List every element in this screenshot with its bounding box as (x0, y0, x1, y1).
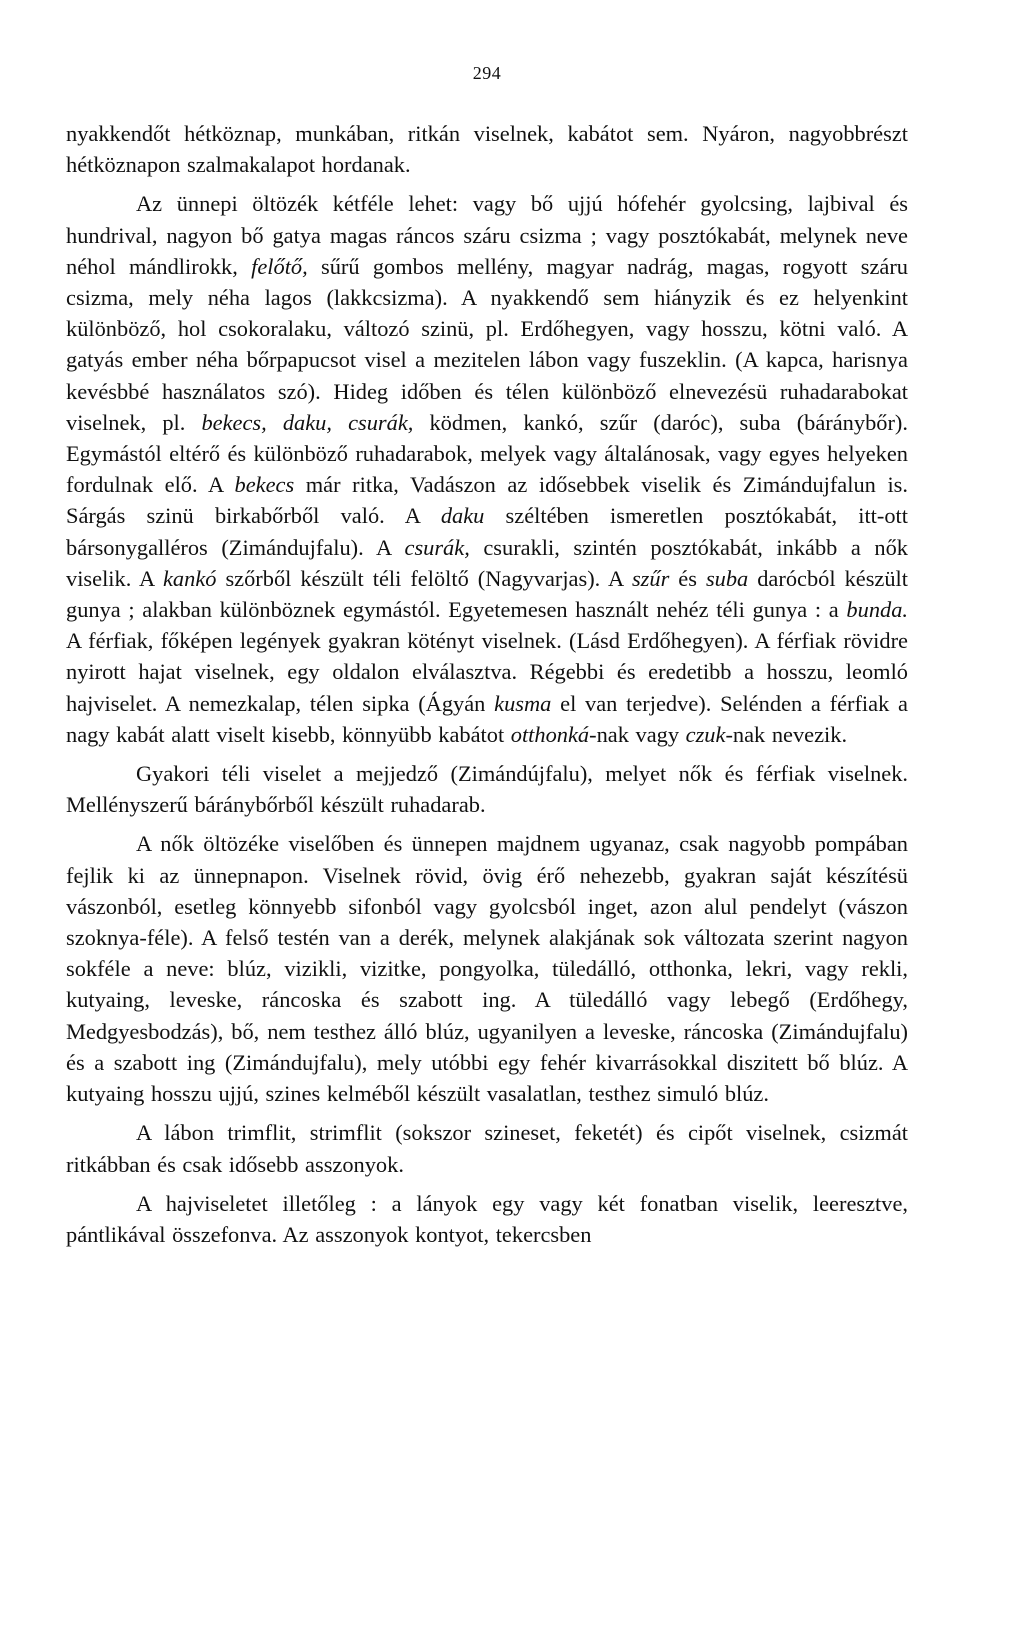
book-page (66, 62, 908, 1250)
text-run: csurakli, szintén posztókabát, inkább a nők viselik. A (66, 534, 908, 591)
text-run: A férfiak, főképen legények gyakran kötényt viselnek. (Lásd Erdőhegyen). A férfiak rövidre nyirott hajat viselnek, egy oldalon elválasztva. Régebbi és eredetibb a hosszu, leomló hajviselet. A nemezkalap, télen sipka (Ágyán (66, 628, 908, 716)
body-text (66, 118, 908, 1250)
italic-term: czuk (685, 721, 726, 747)
text-run: Gyakori téli viselet a mejjedző (Zimándújfalu), melyet nők és férfiak viselnek. Mellényszerű báránybőrből készült ruhadarab. (66, 761, 908, 818)
text-run: A hajviseletet illetőleg : a lányok egy vagy két fonatban viselik, leeresztve, pántlikával összefonva. Az asszonyok kontyot, tekercsben (66, 1190, 908, 1247)
paragraph (66, 828, 908, 1109)
text-run: már ritka, Vadászon az idősebbek viselik és Zimándujfalun is. Sárgás szinü birkabőrből való. A (66, 472, 908, 529)
italic-term: csurák, (404, 534, 470, 560)
italic-term: felőtő, (251, 253, 308, 279)
page-number: 294 (472, 63, 502, 83)
text-run: ködmen, kankó, szűr (daróc), suba (báránybőr). Egymástól eltérő és különböző ruhadarabok, melyek vagy általánosak, vagy egyes helyeken fordulnak elő. A (66, 409, 908, 498)
italic-term: bekecs, daku, csurák, (201, 409, 414, 435)
italic-term: bekecs (234, 472, 295, 498)
paragraph (66, 118, 908, 180)
italic-term: kusma (494, 690, 552, 716)
text-run: és (669, 565, 706, 591)
italic-term: otthonká (510, 721, 590, 747)
text-run: -nak vagy (589, 721, 686, 747)
italic-term: szűr (631, 565, 670, 591)
text-run: darócból készült gunya ; alakban különböznek egymástól. Egyetemesen használt nehéz téli gunya : a (66, 565, 908, 623)
paragraph (66, 188, 908, 750)
italic-term: bunda. (846, 597, 908, 623)
paragraph (66, 758, 908, 820)
text-run: A lábon trimflit, strimflit (sokszor szineset, feketét) és cipőt viselnek, csizmát ritkábban és csak idősebb asszonyok. (66, 1120, 908, 1177)
text-run: nyakkendőt hétköznap, munkában, ritkán viselnek, kabátot sem. Nyáron, nagyobbrészt hétköznapon szalmakalapot hordanak. (66, 121, 908, 178)
italic-term: suba (705, 565, 749, 591)
text-run: Az ünnepi öltözék kétféle lehet: vagy bő ujjú hófehér gyolcsing, lajbival és hundrival, nagyon bő gatya magas ráncos száru csizma ; vagy posztókabát, melynek neve néhol mándlirokk, (66, 191, 908, 279)
text-run: el van terjedve). Selénden a férfiak a nagy kabát alatt viselt kisebb, könnyübb kabátot (66, 690, 908, 747)
text-run: A nők öltözéke viselőben és ünnepen majdnem ugyanaz, csak nagyobb pompában fejlik ki az ünnepnapon. Viselnek rövid, övig érő nehezebb, gyakran saját készítésü vászonból, esetleg könnyebb sifonból vagy gyolcsból inget, azon alul pendelyt (vászon szoknya-féle). A felső testén van a derék, melynek alakjának sok változata szerint nagyon sokféle a neve: blúz, vizikli, vizitke, pongyolka, tüledálló, otthonka, lekri, vagy rekli, kutyaing, leveske, ráncoska és szabott ing. A tüledálló vagy lebegő (Erdőhegy, Medgyesbodzás), bő, nem testhez álló blúz, ugyanilyen a leveske, ráncoska (Zimándujfalu) és a szabott ing (Zimándujfalu), mely utóbbi egy fehér kivarrásokkal diszitett bő blúz. A kutyaing hosszu ujjú, szines kelméből készült vasalatlan, testhez simuló blúz. (66, 831, 908, 1107)
paragraph (66, 1117, 908, 1179)
paragraph (66, 1188, 908, 1250)
text-run: szőrből készült téli felöltő (Nagyvarjas). A (216, 565, 632, 591)
italic-term: kankó (162, 565, 217, 591)
text-run: -nak nevezik. (725, 721, 848, 747)
text-run: sűrű gombos mellény, magyar nadrág, magas, rogyott száru csizma, mely néha lagos (lakkcsizma). A nyakkendő sem hiányzik és ez helyenkint különböző, hol csokoralaku, változó szinü, pl. Erdőhegyen, vagy hosszu, kötni való. A gatyás ember néha bőrpapucsot visel a mezitelen lábon vagy fuszeklin. (A kapca, harisnya kevésbbé használatos szó). Hideg időben és télen különböző elnevezésü ruhadarabokat viselnek, pl. (66, 253, 908, 435)
italic-term: daku (440, 503, 485, 529)
text-run: széltében ismeretlen posztókabát, itt-ott bársonygalléros (Zimándujfalu). A (66, 503, 908, 560)
